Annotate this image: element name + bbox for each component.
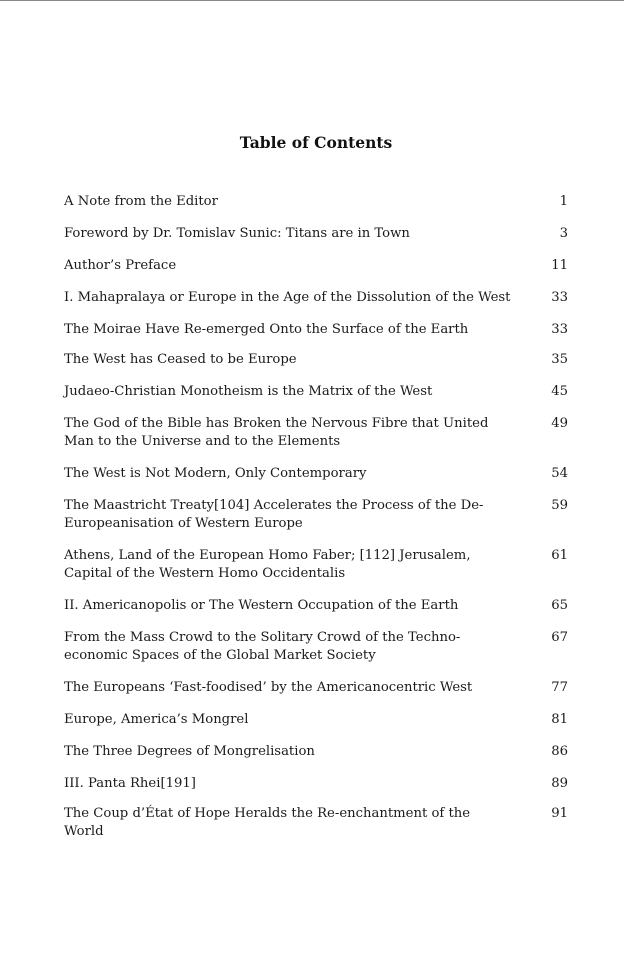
toc-entry-title: The Europeans ‘Fast-foodised’ by the Americanocentric West: [64, 680, 473, 695]
toc-entry-page: 67: [551, 630, 568, 645]
toc-entry-title: I. Mahapralaya or Europe in the Age of the Dissolution of the West: [64, 290, 511, 305]
toc-entry-title: From the Mass Crowd to the Solitary Crowd of the Techno-economic Spaces of the Global Market Society: [64, 630, 461, 663]
toc-entry-page: 3: [559, 226, 568, 241]
page-title: Table of Contents: [239, 133, 393, 152]
toc-entry[interactable]: [64, 629, 568, 665]
toc-entry[interactable]: [64, 743, 568, 761]
toc-list: [64, 193, 568, 855]
toc-entry-page: 45: [551, 384, 568, 399]
toc-entry-page: 86: [551, 744, 568, 759]
toc-entry-title: Athens, Land of the European Homo Faber; [112] Jerusalem, Capital of the Western Homo Occidentalis: [64, 548, 471, 581]
toc-entry-page: 81: [551, 712, 568, 727]
toc-entry-title: The Three Degrees of Mongrelisation: [64, 744, 315, 759]
toc-entry[interactable]: [64, 257, 568, 275]
toc-entry-page: 1: [559, 194, 568, 209]
page-top-border: [0, 0, 624, 1]
toc-entry[interactable]: [64, 225, 568, 243]
toc-entry-title: The God of the Bible has Broken the Nervous Fibre that United Man to the Universe and to the Elements: [64, 416, 489, 449]
toc-entry[interactable]: [64, 775, 568, 793]
toc-entry[interactable]: [64, 711, 568, 729]
toc-entry-page: 61: [551, 548, 568, 563]
toc-entry-title: Author’s Preface: [64, 258, 177, 273]
toc-entry-title: II. Americanopolis or The Western Occupation of the Earth: [64, 598, 459, 613]
toc-entry[interactable]: [64, 321, 568, 339]
toc-entry-page: 65: [551, 598, 568, 613]
toc-entry-page: 11: [551, 258, 568, 273]
toc-entry[interactable]: [64, 415, 568, 451]
toc-entry-page: 54: [551, 466, 568, 481]
toc-entry-title: The West is Not Modern, Only Contemporary: [64, 466, 367, 481]
toc-entry[interactable]: [64, 497, 568, 533]
toc-entry-page: 49: [551, 416, 568, 431]
toc-entry[interactable]: [64, 679, 568, 697]
toc-entry-title: The Moirae Have Re-emerged Onto the Surface of the Earth: [64, 322, 469, 337]
toc-entry-title: The Coup d’État of Hope Heralds the Re-enchantment of the World: [64, 806, 471, 839]
toc-entry[interactable]: [64, 289, 568, 307]
toc-entry[interactable]: [64, 351, 568, 369]
toc-entry-title: The Maastricht Treaty[104] Accelerates the Process of the De-Europeanisation of Western Europe: [64, 498, 484, 531]
toc-entry-title: Europe, America’s Mongrel: [64, 712, 249, 727]
toc-entry-page: 77: [551, 680, 568, 695]
toc-entry[interactable]: [64, 547, 568, 583]
toc-entry[interactable]: [64, 193, 568, 211]
toc-entry[interactable]: [64, 597, 568, 615]
toc-entry[interactable]: [64, 465, 568, 483]
toc-entry-title: A Note from the Editor: [64, 194, 218, 209]
toc-entry-title: Judaeo-Christian Monotheism is the Matrix of the West: [64, 384, 433, 399]
toc-entry-page: 33: [551, 322, 568, 337]
toc-entry[interactable]: [64, 383, 568, 401]
toc-entry-page: 89: [551, 776, 568, 791]
toc-entry-title: The West has Ceased to be Europe: [64, 352, 297, 367]
toc-entry-page: 33: [551, 290, 568, 305]
toc-entry-title: Foreword by Dr. Tomislav Sunic: Titans are in Town: [64, 226, 410, 241]
toc-entry-page: 35: [551, 352, 568, 367]
toc-entry-title: III. Panta Rhei[191]: [64, 776, 196, 791]
toc-entry-page: 59: [551, 498, 568, 513]
toc-entry[interactable]: [64, 805, 568, 841]
toc-entry-page: 91: [551, 806, 568, 821]
